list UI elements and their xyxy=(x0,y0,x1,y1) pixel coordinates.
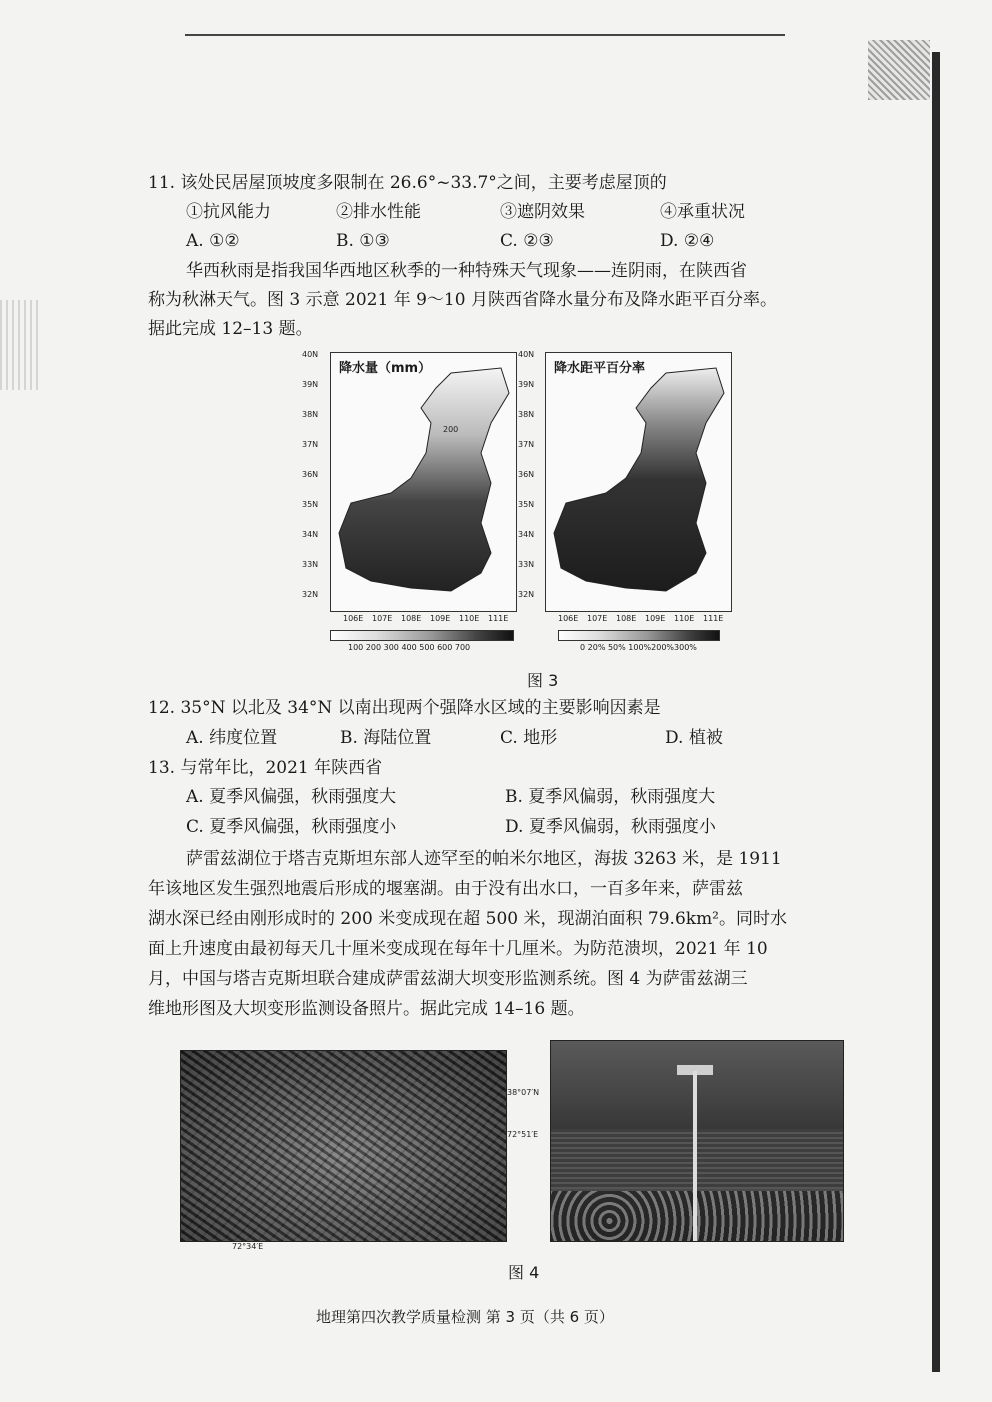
q11-item-1: ①抗风能力 xyxy=(186,202,271,222)
lat-label: 40N xyxy=(302,350,319,359)
q11-option-d: D. ②④ xyxy=(660,231,715,251)
page-footer: 地理第四次教学质量检测 第 3 页（共 6 页） xyxy=(316,1308,614,1326)
q11-option-a: A. ①② xyxy=(186,231,240,251)
anomaly-map-title: 降水距平百分率 xyxy=(552,357,647,376)
q12-option-b: B. 海陆位置 xyxy=(340,728,432,748)
q12-option-d: D. 植被 xyxy=(665,728,723,748)
q11-item-2: ②排水性能 xyxy=(336,202,421,222)
page-edge-right xyxy=(932,52,940,1372)
passage1-line: 华西秋雨是指我国华西地区秋季的一种特殊天气现象——连阴雨，在陕西省 xyxy=(186,261,747,281)
q12-option-c: C. 地形 xyxy=(500,728,558,748)
anomaly-legend-bar xyxy=(558,630,720,641)
passage2-line: 萨雷兹湖位于塔吉克斯坦东部人迹罕至的帕米尔地区，海拔 3263 米，是 1911 xyxy=(186,849,782,869)
q11-stem: 11. 该处民居屋顶坡度多限制在 26.6°~33.7°之间，主要考虑屋顶的 xyxy=(148,173,667,193)
passage1-line: 据此完成 12–13 题。 xyxy=(148,319,313,339)
q11-item-4: ④承重状况 xyxy=(660,202,745,222)
monitoring-pole xyxy=(693,1071,697,1241)
page-edge-top xyxy=(185,34,785,36)
lat-label: 39N xyxy=(518,380,535,389)
lon-label: 111E xyxy=(488,614,509,623)
q13-stem: 13. 与常年比，2021 年陕西省 xyxy=(148,758,383,778)
dam-monitoring-photo xyxy=(550,1040,844,1242)
q12-option-a: A. 纬度位置 xyxy=(186,728,278,748)
lat-label: 32N xyxy=(518,590,535,599)
lon-label: 106E xyxy=(558,614,579,623)
coord-label: 72°34′E xyxy=(232,1242,264,1251)
lon-label: 109E xyxy=(430,614,451,623)
precipitation-map xyxy=(330,352,517,612)
q13-option-d: D. 夏季风偏弱，秋雨强度小 xyxy=(505,817,716,837)
lat-label: 38N xyxy=(518,410,535,419)
lat-label: 37N xyxy=(302,440,319,449)
lat-label: 36N xyxy=(518,470,535,479)
lon-label: 107E xyxy=(372,614,393,623)
q11-option-c: C. ②③ xyxy=(500,231,554,251)
anomaly-legend-ticks: 0 20% 50% 100%200%300% xyxy=(580,643,697,652)
q12-stem: 12. 35°N 以北及 34°N 以南出现两个强降水区域的主要影响因素是 xyxy=(148,698,661,718)
lon-label: 110E xyxy=(674,614,695,623)
rocky-shore xyxy=(551,1191,843,1241)
lat-label: 40N xyxy=(518,350,535,359)
passage2-line: 维地形图及大坝变形监测设备照片。据此完成 14–16 题。 xyxy=(148,999,585,1019)
lon-label: 111E xyxy=(703,614,724,623)
lon-label: 108E xyxy=(401,614,422,623)
lon-label: 110E xyxy=(459,614,480,623)
lat-label: 35N xyxy=(302,500,319,509)
lon-label: 107E xyxy=(587,614,608,623)
lake-3d-terrain-image xyxy=(180,1050,507,1242)
lake-water xyxy=(551,1129,843,1189)
passage2-line: 面上升速度由最初每天几十厘米变成现在每年十几厘米。为防范溃坝，2021 年 10 xyxy=(148,939,768,959)
lat-label: 34N xyxy=(518,530,535,539)
q11-option-b: B. ①③ xyxy=(336,231,390,251)
figure4-caption: 图 4 xyxy=(508,1263,540,1282)
lat-label: 34N xyxy=(302,530,319,539)
passage1-line: 称为秋淋天气。图 3 示意 2021 年 9～10 月陕西省降水量分布及降水距平百分率。 xyxy=(148,290,777,310)
anomaly-map xyxy=(545,352,732,612)
lon-label: 108E xyxy=(616,614,637,623)
lat-label: 38N xyxy=(302,410,319,419)
passage2-line: 月，中国与塔吉克斯坦联合建成萨雷兹湖大坝变形监测系统。图 4 为萨雷兹湖三 xyxy=(148,969,748,989)
passage2-line: 年该地区发生强烈地震后形成的堰塞湖。由于没有出水口，一百多年来，萨雷兹 xyxy=(148,879,743,899)
coord-label: 38°07′N xyxy=(507,1088,540,1097)
shaanxi-precip-shape xyxy=(331,353,516,611)
q13-option-b: B. 夏季风偏弱，秋雨强度大 xyxy=(505,787,716,807)
scan-noise xyxy=(0,300,40,390)
figure3-caption: 图 3 xyxy=(527,671,559,690)
lat-label: 39N xyxy=(302,380,319,389)
q11-item-3: ③遮阴效果 xyxy=(500,202,585,222)
scan-noise xyxy=(868,40,930,100)
precip-legend-ticks: 100 200 300 400 500 600 700 xyxy=(348,643,471,652)
coord-label: 72°51′E xyxy=(507,1130,539,1139)
shaanxi-anomaly-shape xyxy=(546,353,731,611)
lat-label: 33N xyxy=(302,560,319,569)
lat-label: 36N xyxy=(302,470,319,479)
contour-label: 200 xyxy=(443,425,459,434)
q13-option-a: A. 夏季风偏强，秋雨强度大 xyxy=(186,787,397,807)
precip-legend-bar xyxy=(330,630,514,641)
lon-label: 109E xyxy=(645,614,666,623)
lat-label: 37N xyxy=(518,440,535,449)
precip-map-title: 降水量（mm） xyxy=(337,357,433,376)
passage2-line: 湖水深已经由刚形成时的 200 米变成现在超 500 米，现湖泊面积 79.6km²。同时水 xyxy=(148,909,788,929)
lat-label: 33N xyxy=(518,560,535,569)
lon-label: 106E xyxy=(343,614,364,623)
lat-label: 35N xyxy=(518,500,535,509)
q13-option-c: C. 夏季风偏强，秋雨强度小 xyxy=(186,817,397,837)
lat-label: 32N xyxy=(302,590,319,599)
